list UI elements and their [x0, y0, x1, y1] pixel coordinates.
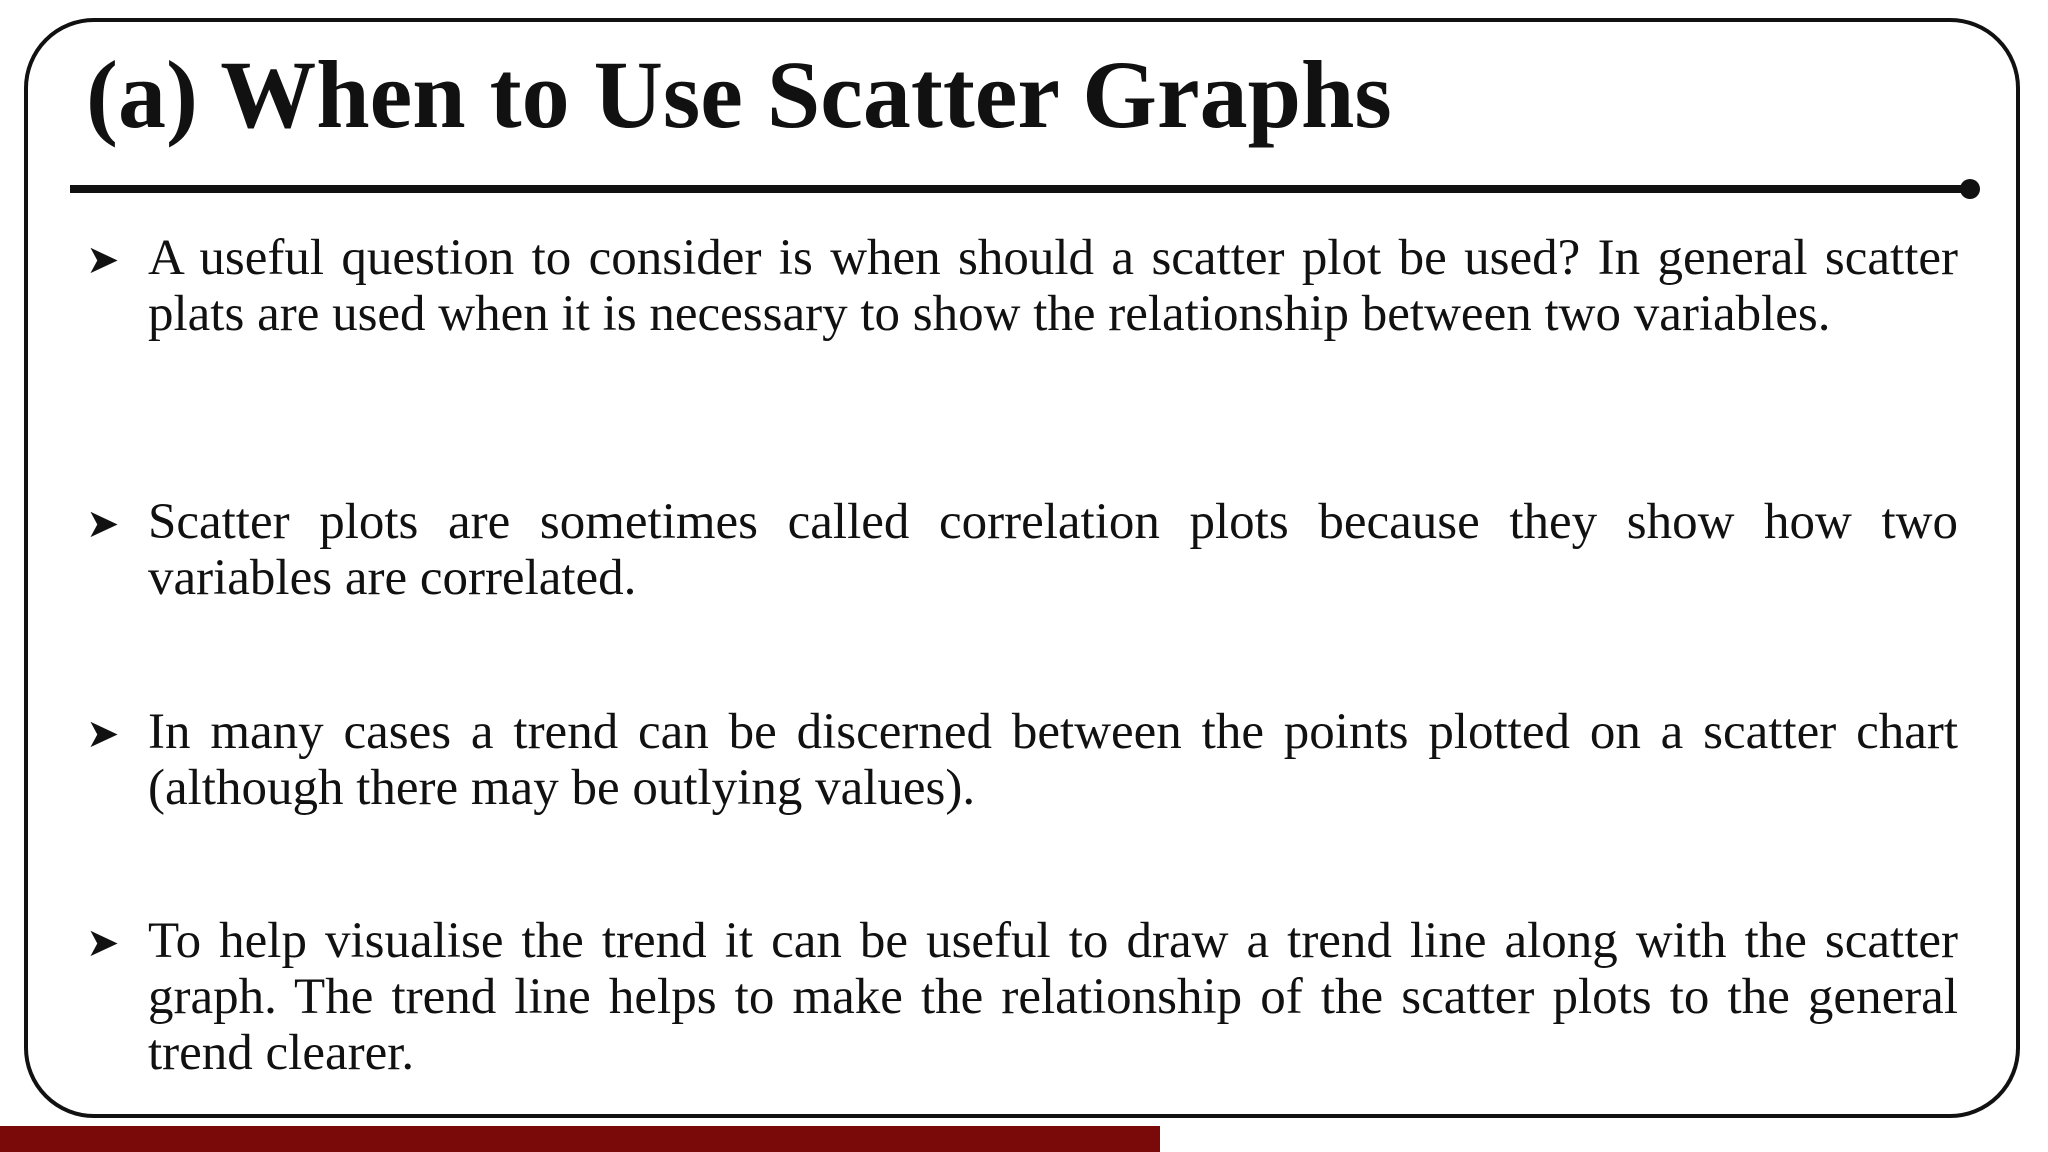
bullet-text: A useful question to consider is when should a scatter plot be used? In general scatter plats are used when it is necessary to show the relationship between two variables. [148, 230, 1958, 342]
bullet-item [86, 494, 1958, 606]
slide-title: (a) When to Use Scatter Graphs [86, 41, 1392, 148]
arrowhead-bullet-icon: ➤ [86, 920, 120, 966]
bullet-text: Scatter plots are sometimes called correlation plots because they show how two variables are correlated. [148, 494, 1958, 606]
title-divider [70, 185, 1970, 193]
arrowhead-bullet-icon: ➤ [86, 237, 120, 283]
arrowhead-bullet-icon: ➤ [86, 711, 120, 757]
bullet-item [86, 913, 1958, 1081]
arrowhead-bullet-icon: ➤ [86, 501, 120, 547]
title-divider-end-dot [1960, 179, 1980, 199]
footer-accent-bar [0, 1126, 1160, 1152]
bullet-text: In many cases a trend can be discerned between the points plotted on a scatter chart (although there may be outlying values). [148, 704, 1958, 816]
bullet-item [86, 230, 1958, 342]
bullet-text: To help visualise the trend it can be useful to draw a trend line along with the scatter graph. The trend line helps to make the relationship of the scatter plots to the general trend clearer. [148, 913, 1958, 1081]
bullet-item [86, 704, 1958, 816]
